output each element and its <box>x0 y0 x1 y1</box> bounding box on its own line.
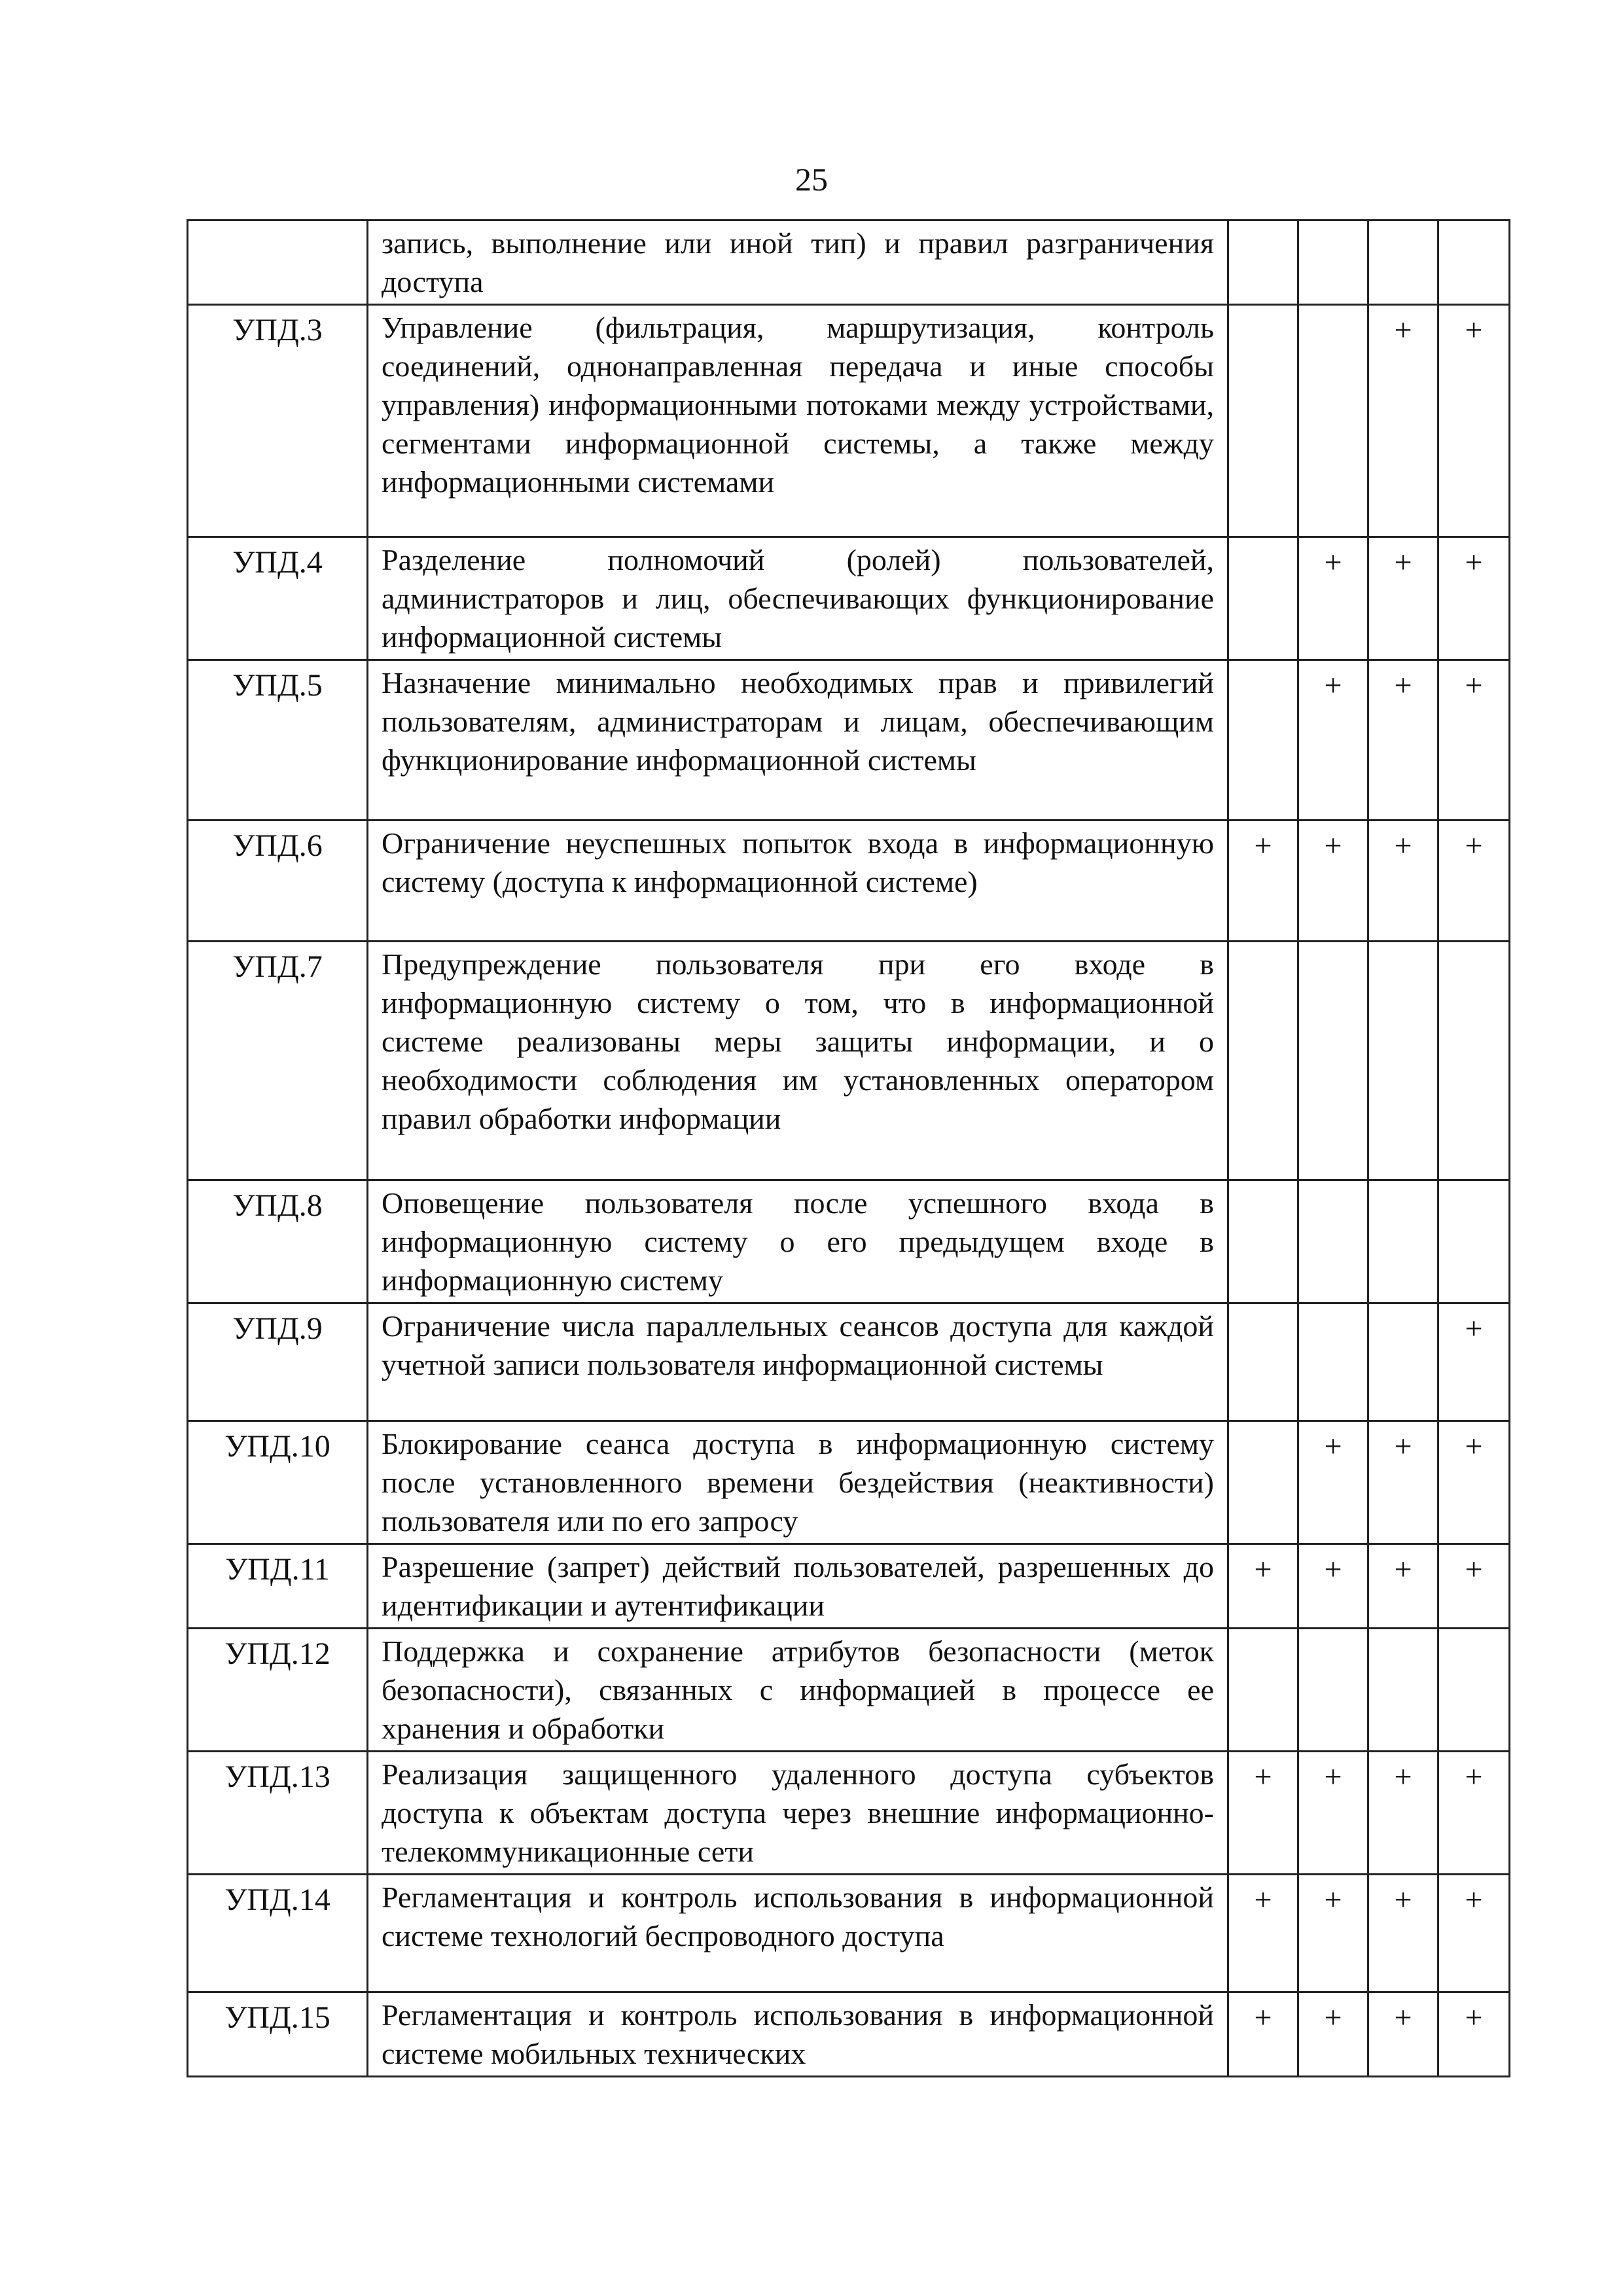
measure-description: Реализация защищенного удаленного доступа субъектов доступа к объектам доступа через внешние информационно-телекоммуникационные сети <box>368 1752 1228 1875</box>
class-mark <box>1298 942 1368 1180</box>
class-mark <box>1438 942 1510 1180</box>
table-row <box>188 1544 1510 1629</box>
measure-description: запись, выполнение или иной тип) и правил разграничения доступа <box>368 221 1228 305</box>
class-mark <box>1228 1629 1298 1752</box>
class-mark: + <box>1438 305 1510 537</box>
class-mark: + <box>1368 660 1438 821</box>
class-mark: + <box>1298 537 1368 660</box>
class-mark: + <box>1298 1544 1368 1629</box>
measure-description: Оповещение пользователя после успешного входа в информационную систему о его предыдущем входе в информационную систему <box>368 1180 1228 1303</box>
table-row <box>188 1629 1510 1752</box>
table-row <box>188 1752 1510 1875</box>
class-mark: + <box>1368 305 1438 537</box>
measure-description: Поддержка и сохранение атрибутов безопасности (меток безопасности), связанных с информацией в процессе ее хранения и обработки <box>368 1629 1228 1752</box>
measure-code: УПД.11 <box>188 1544 368 1629</box>
class-mark <box>1298 305 1368 537</box>
class-mark <box>1228 1180 1298 1303</box>
class-mark: + <box>1368 1752 1438 1875</box>
class-mark <box>1228 305 1298 537</box>
class-mark: + <box>1438 1752 1510 1875</box>
class-mark: + <box>1298 1752 1368 1875</box>
class-mark <box>1368 1180 1438 1303</box>
measure-code: УПД.14 <box>188 1875 368 1992</box>
class-mark <box>1228 942 1298 1180</box>
class-mark: + <box>1298 1875 1368 1992</box>
class-mark: + <box>1438 1421 1510 1544</box>
measure-code: УПД.12 <box>188 1629 368 1752</box>
class-mark <box>1438 1180 1510 1303</box>
measure-code: УПД.13 <box>188 1752 368 1875</box>
class-mark: + <box>1228 1875 1298 1992</box>
class-mark <box>1228 1303 1298 1421</box>
measure-description: Разрешение (запрет) действий пользователей, разрешенных до идентификации и аутентификации <box>368 1544 1228 1629</box>
class-mark: + <box>1298 1421 1368 1544</box>
class-mark <box>1368 1629 1438 1752</box>
class-mark: + <box>1368 1421 1438 1544</box>
measure-code: УПД.5 <box>188 660 368 821</box>
class-mark <box>1298 1629 1368 1752</box>
class-mark: + <box>1368 821 1438 942</box>
class-mark <box>1298 221 1368 305</box>
measure-code: УПД.9 <box>188 1303 368 1421</box>
class-mark <box>1298 1180 1368 1303</box>
measure-description: Регламентация и контроль использования в информационной системе мобильных технических <box>368 1992 1228 2077</box>
class-mark: + <box>1368 1544 1438 1629</box>
class-mark <box>1228 537 1298 660</box>
measure-description: Ограничение числа параллельных сеансов доступа для каждой учетной записи пользователя информационной системы <box>368 1303 1228 1421</box>
class-mark <box>1298 1303 1368 1421</box>
class-mark: + <box>1228 1992 1298 2077</box>
class-mark: + <box>1228 1544 1298 1629</box>
table-row <box>188 1421 1510 1544</box>
class-mark: + <box>1438 537 1510 660</box>
class-mark <box>1438 221 1510 305</box>
measure-description: Ограничение неуспешных попыток входа в информационную систему (доступа к информационной системе) <box>368 821 1228 942</box>
security-measures-table <box>187 219 1510 2077</box>
measure-code: УПД.8 <box>188 1180 368 1303</box>
class-mark: + <box>1438 1303 1510 1421</box>
class-mark: + <box>1368 537 1438 660</box>
class-mark <box>1438 1629 1510 1752</box>
table-row <box>188 1303 1510 1421</box>
class-mark: + <box>1298 1992 1368 2077</box>
class-mark <box>1368 221 1438 305</box>
measure-code: УПД.3 <box>188 305 368 537</box>
measure-description: Регламентация и контроль использования в информационной системе технологий беспроводного доступа <box>368 1875 1228 1992</box>
class-mark <box>1228 221 1298 305</box>
measure-code <box>188 221 368 305</box>
table-row <box>188 660 1510 821</box>
class-mark: + <box>1438 1875 1510 1992</box>
class-mark <box>1368 1303 1438 1421</box>
measure-code: УПД.4 <box>188 537 368 660</box>
measure-description: Разделение полномочий (ролей) пользователей, администраторов и лиц, обеспечивающих функционирование информационной системы <box>368 537 1228 660</box>
table-row <box>188 537 1510 660</box>
table-row <box>188 221 1510 305</box>
table-row <box>188 305 1510 537</box>
table-row <box>188 1875 1510 1992</box>
class-mark: + <box>1438 821 1510 942</box>
class-mark: + <box>1298 821 1368 942</box>
measure-code: УПД.7 <box>188 942 368 1180</box>
measure-code: УПД.10 <box>188 1421 368 1544</box>
table-row <box>188 1180 1510 1303</box>
measure-code: УПД.6 <box>188 821 368 942</box>
class-mark: + <box>1438 1544 1510 1629</box>
class-mark: + <box>1298 660 1368 821</box>
class-mark: + <box>1438 660 1510 821</box>
class-mark: + <box>1228 1752 1298 1875</box>
measure-description: Блокирование сеанса доступа в информационную систему после установленного времени бездействия (неактивности) пользователя или по его запросу <box>368 1421 1228 1544</box>
class-mark <box>1228 1421 1298 1544</box>
measure-description: Назначение минимально необходимых прав и привилегий пользователям, администраторам и лицам, обеспечивающим функционирование информационной системы <box>368 660 1228 821</box>
class-mark: + <box>1368 1875 1438 1992</box>
class-mark: + <box>1228 821 1298 942</box>
table-row <box>188 1992 1510 2077</box>
class-mark <box>1368 942 1438 1180</box>
measure-code: УПД.15 <box>188 1992 368 2077</box>
class-mark: + <box>1438 1992 1510 2077</box>
page-number: 25 <box>795 161 828 198</box>
measure-description: Управление (фильтрация, маршрутизация, контроль соединений, однонаправленная передача и иные способы управления) информационными потоками между устройствами, сегментами информационной системы, а также между информационными системами <box>368 305 1228 537</box>
table-row <box>188 821 1510 942</box>
class-mark: + <box>1368 1992 1438 2077</box>
table-row <box>188 942 1510 1180</box>
class-mark <box>1228 660 1298 821</box>
measure-description: Предупреждение пользователя при его входе в информационную систему о том, что в информационной системе реализованы меры защиты информации, и о необходимости соблюдения им установленных оператором правил обработки информации <box>368 942 1228 1180</box>
